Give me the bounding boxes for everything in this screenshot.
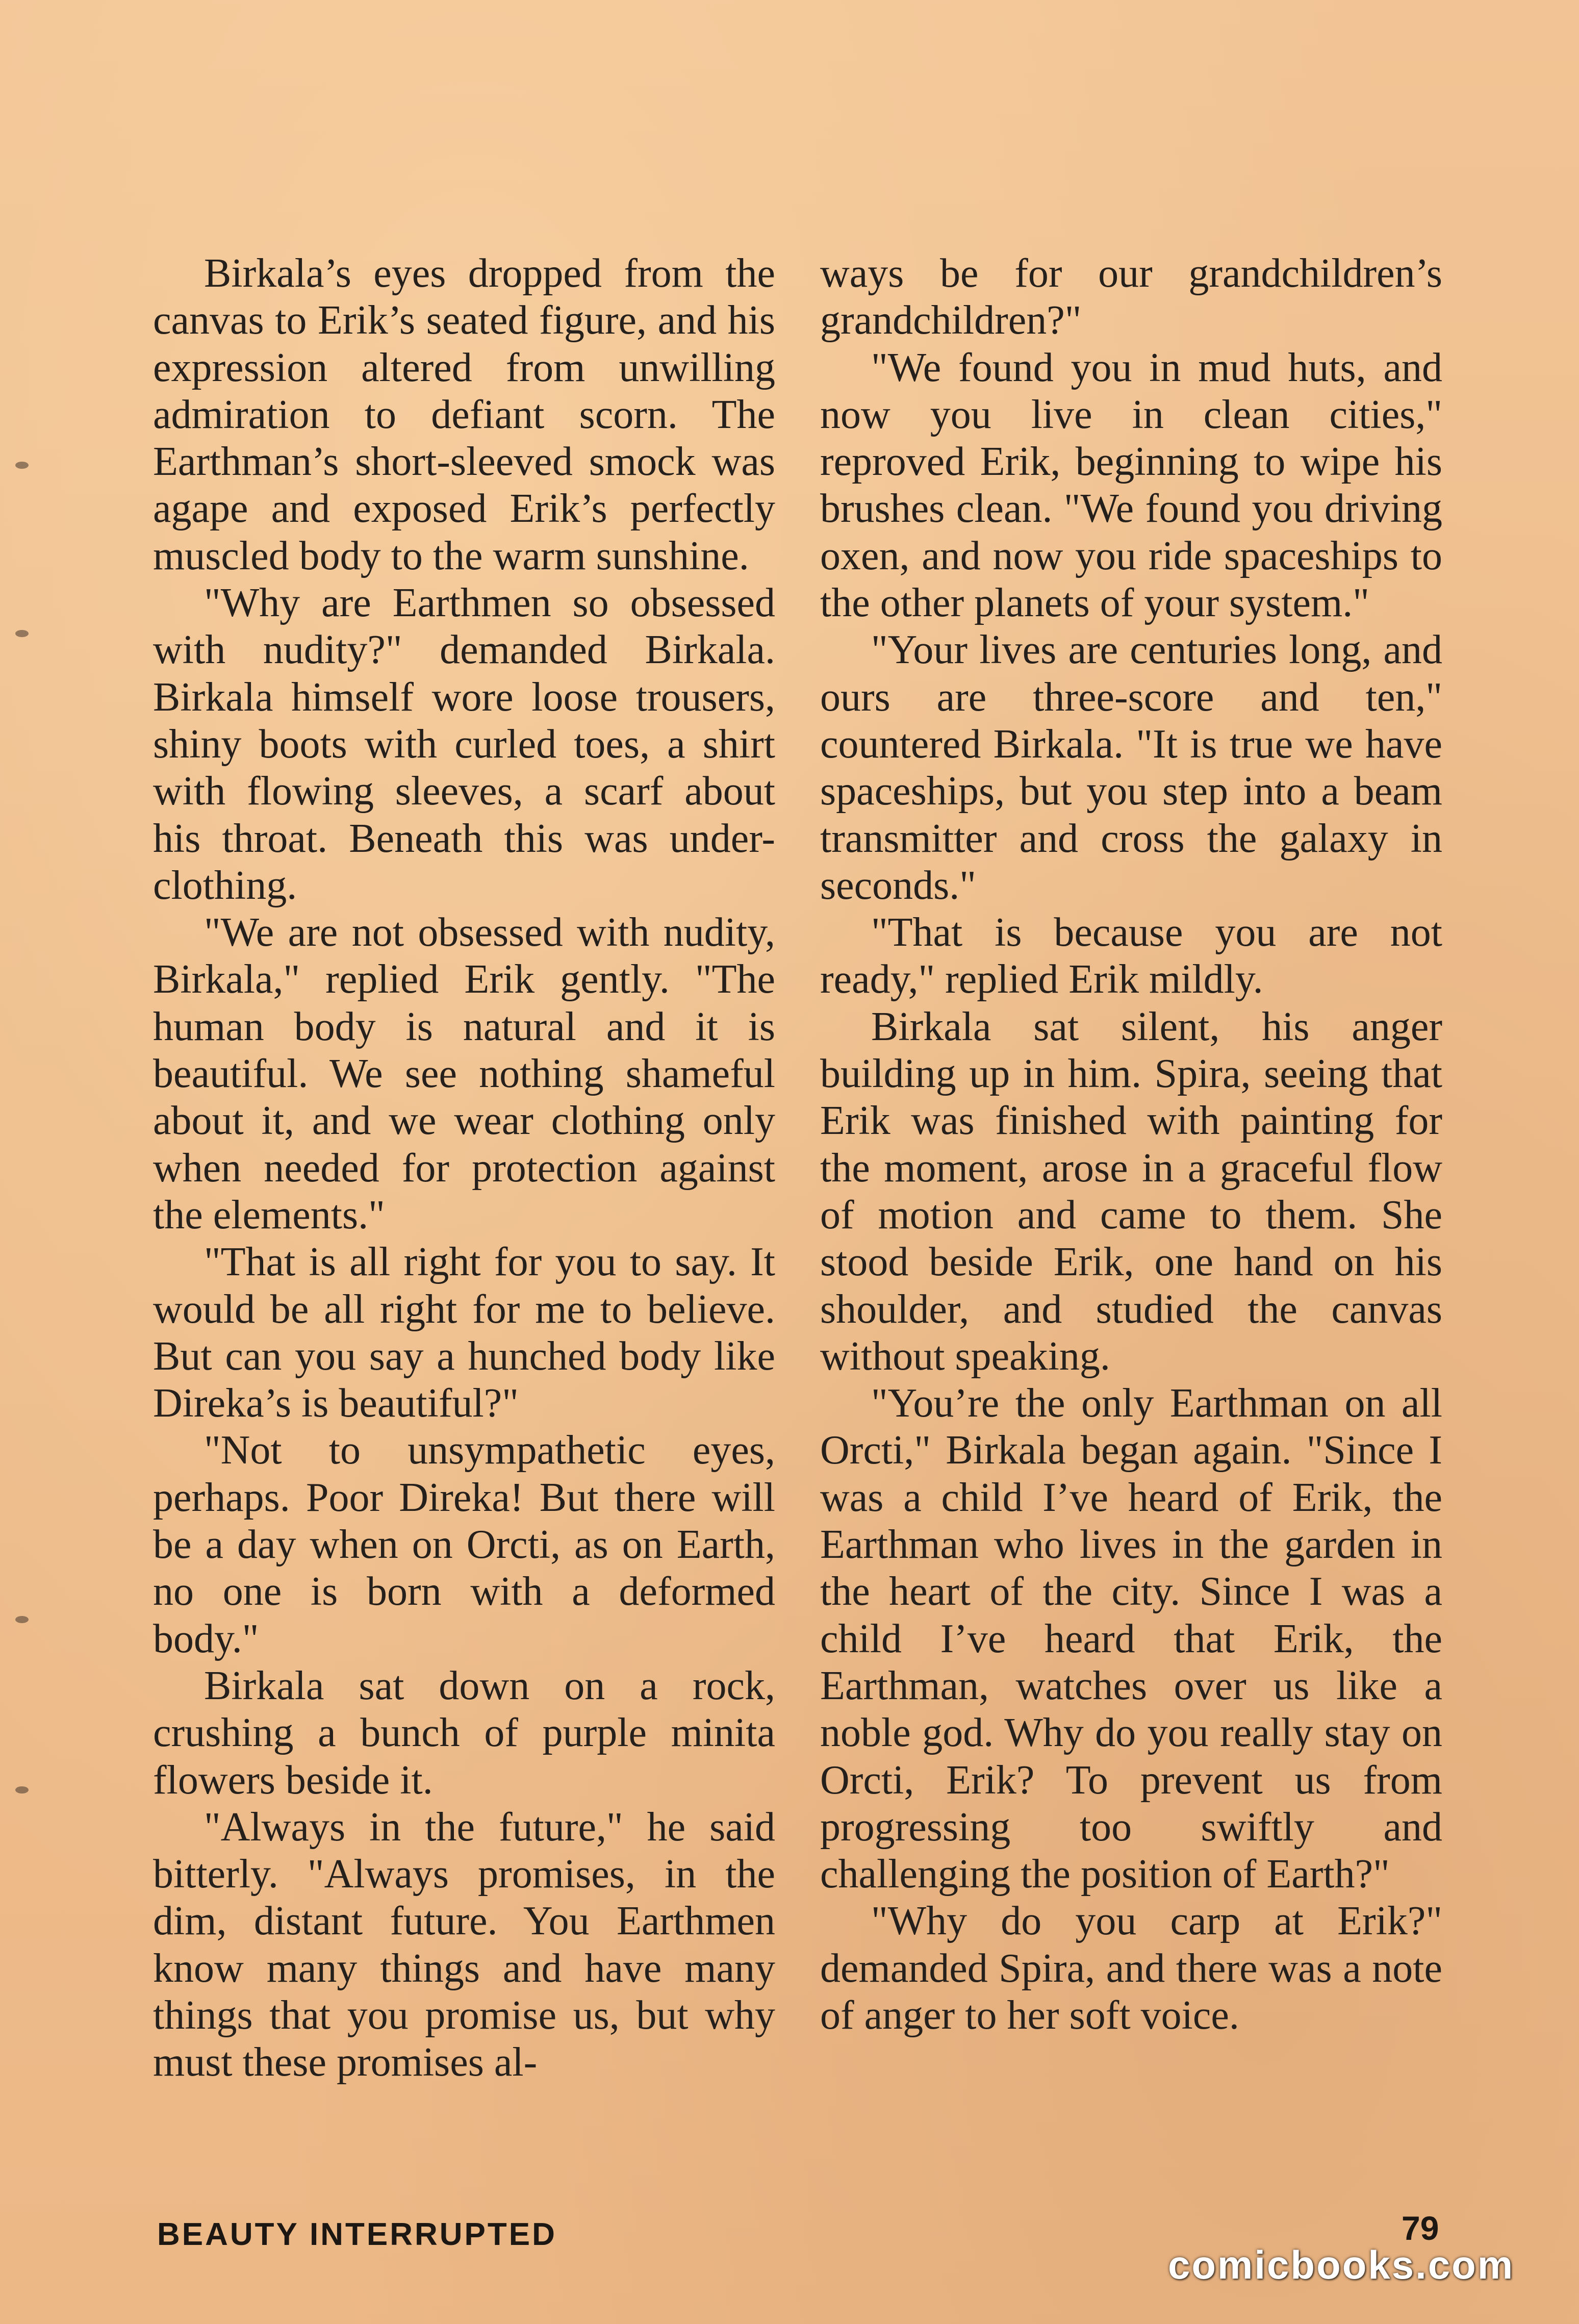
paragraph: Birkala sat down on a rock, crushing a bunch of purple minita flowers beside it. — [153, 1663, 775, 1803]
paragraph: "We are not obsessed with nudity, Birkala," replied Erik gently. "The human body is natural and it is beautiful. We see nothing shameful about it, and we wear clothing only when needed for protection against the elements." — [153, 910, 775, 1237]
paragraph-continuation: ways be for our grandchildren’s grandchildren?" — [820, 251, 1442, 343]
paragraph: Birkala sat silent, his anger building up in him. Spira, seeing that Erik was finished with painting for the moment, arose in a graceful flow of motion and came to them. She stood beside Erik, one hand on his shoulder, and studied the canvas without speaking. — [820, 1004, 1442, 1379]
paragraph: "Not to unsympathetic eyes, perhaps. Poor Direka! But there will be a day when on Orcti, as on Earth, no one is born with a deformed body." — [153, 1428, 775, 1661]
binding-marks — [10, 0, 41, 2324]
paragraph: "Your lives are centuries long, and ours are three-score and ten," countered Birkala. "It is true we have spaceships, but you step into a beam transmitter and cross the galaxy in seconds." — [820, 627, 1442, 908]
paragraph: "Why are Earthmen so obsessed with nudity?" demanded Birkala. Birkala himself wore loose trousers, shiny boots with curled toes, a shirt with flowing sleeves, a scarf about his throat. Beneath this was under-clothing. — [153, 580, 775, 908]
running-footer-title: BEAUTY INTERRUPTED — [157, 2217, 557, 2252]
left-text-column — [153, 250, 775, 2086]
paragraph: "We found you in mud huts, and now you live in clean cities," reproved Erik, beginning to wipe his brushes clean. "We found you driving oxen, and now you ride spaceships to the other planets of your system." — [820, 345, 1442, 626]
page-number: 79 — [1402, 2209, 1439, 2247]
paragraph: "Why do you carp at Erik?" demanded Spira, and there was a note of anger to her soft voice. — [820, 1899, 1442, 2038]
site-watermark: comicbooks.com — [1168, 2242, 1515, 2287]
paragraph: "That is because you are not ready," replied Erik mildly. — [820, 910, 1442, 1002]
paragraph: "That is all right for you to say. It would be all right for me to believe. But can you say a hunched body like Direka’s is beautiful?" — [153, 1240, 775, 1426]
paragraph: "Always in the future," he said bitterly. "Always promises, in the dim, distant future. You Earthmen know many things and have many things that you promise us, but why must these promises al- — [153, 1804, 775, 2085]
right-text-column — [820, 250, 1442, 2039]
paragraph: Birkala’s eyes dropped from the canvas to Erik’s seated figure, and his expression altered from unwilling admiration to defiant scorn. The Earthman’s short-sleeved smock was agape and exposed Erik’s perfectly muscled body to the warm sunshine. — [153, 251, 775, 578]
paragraph: "You’re the only Earthman on all Orcti," Birkala began again. "Since I was a child I’ve heard of Erik, the Earthman who lives in the garden in the heart of the city. Since I was a child I’ve heard that Erik, the Earthman, watches over us like a noble god. Why do you really stay on Orcti, Erik? To prevent us from progressing too swiftly and challenging the position of Earth?" — [820, 1381, 1442, 1897]
